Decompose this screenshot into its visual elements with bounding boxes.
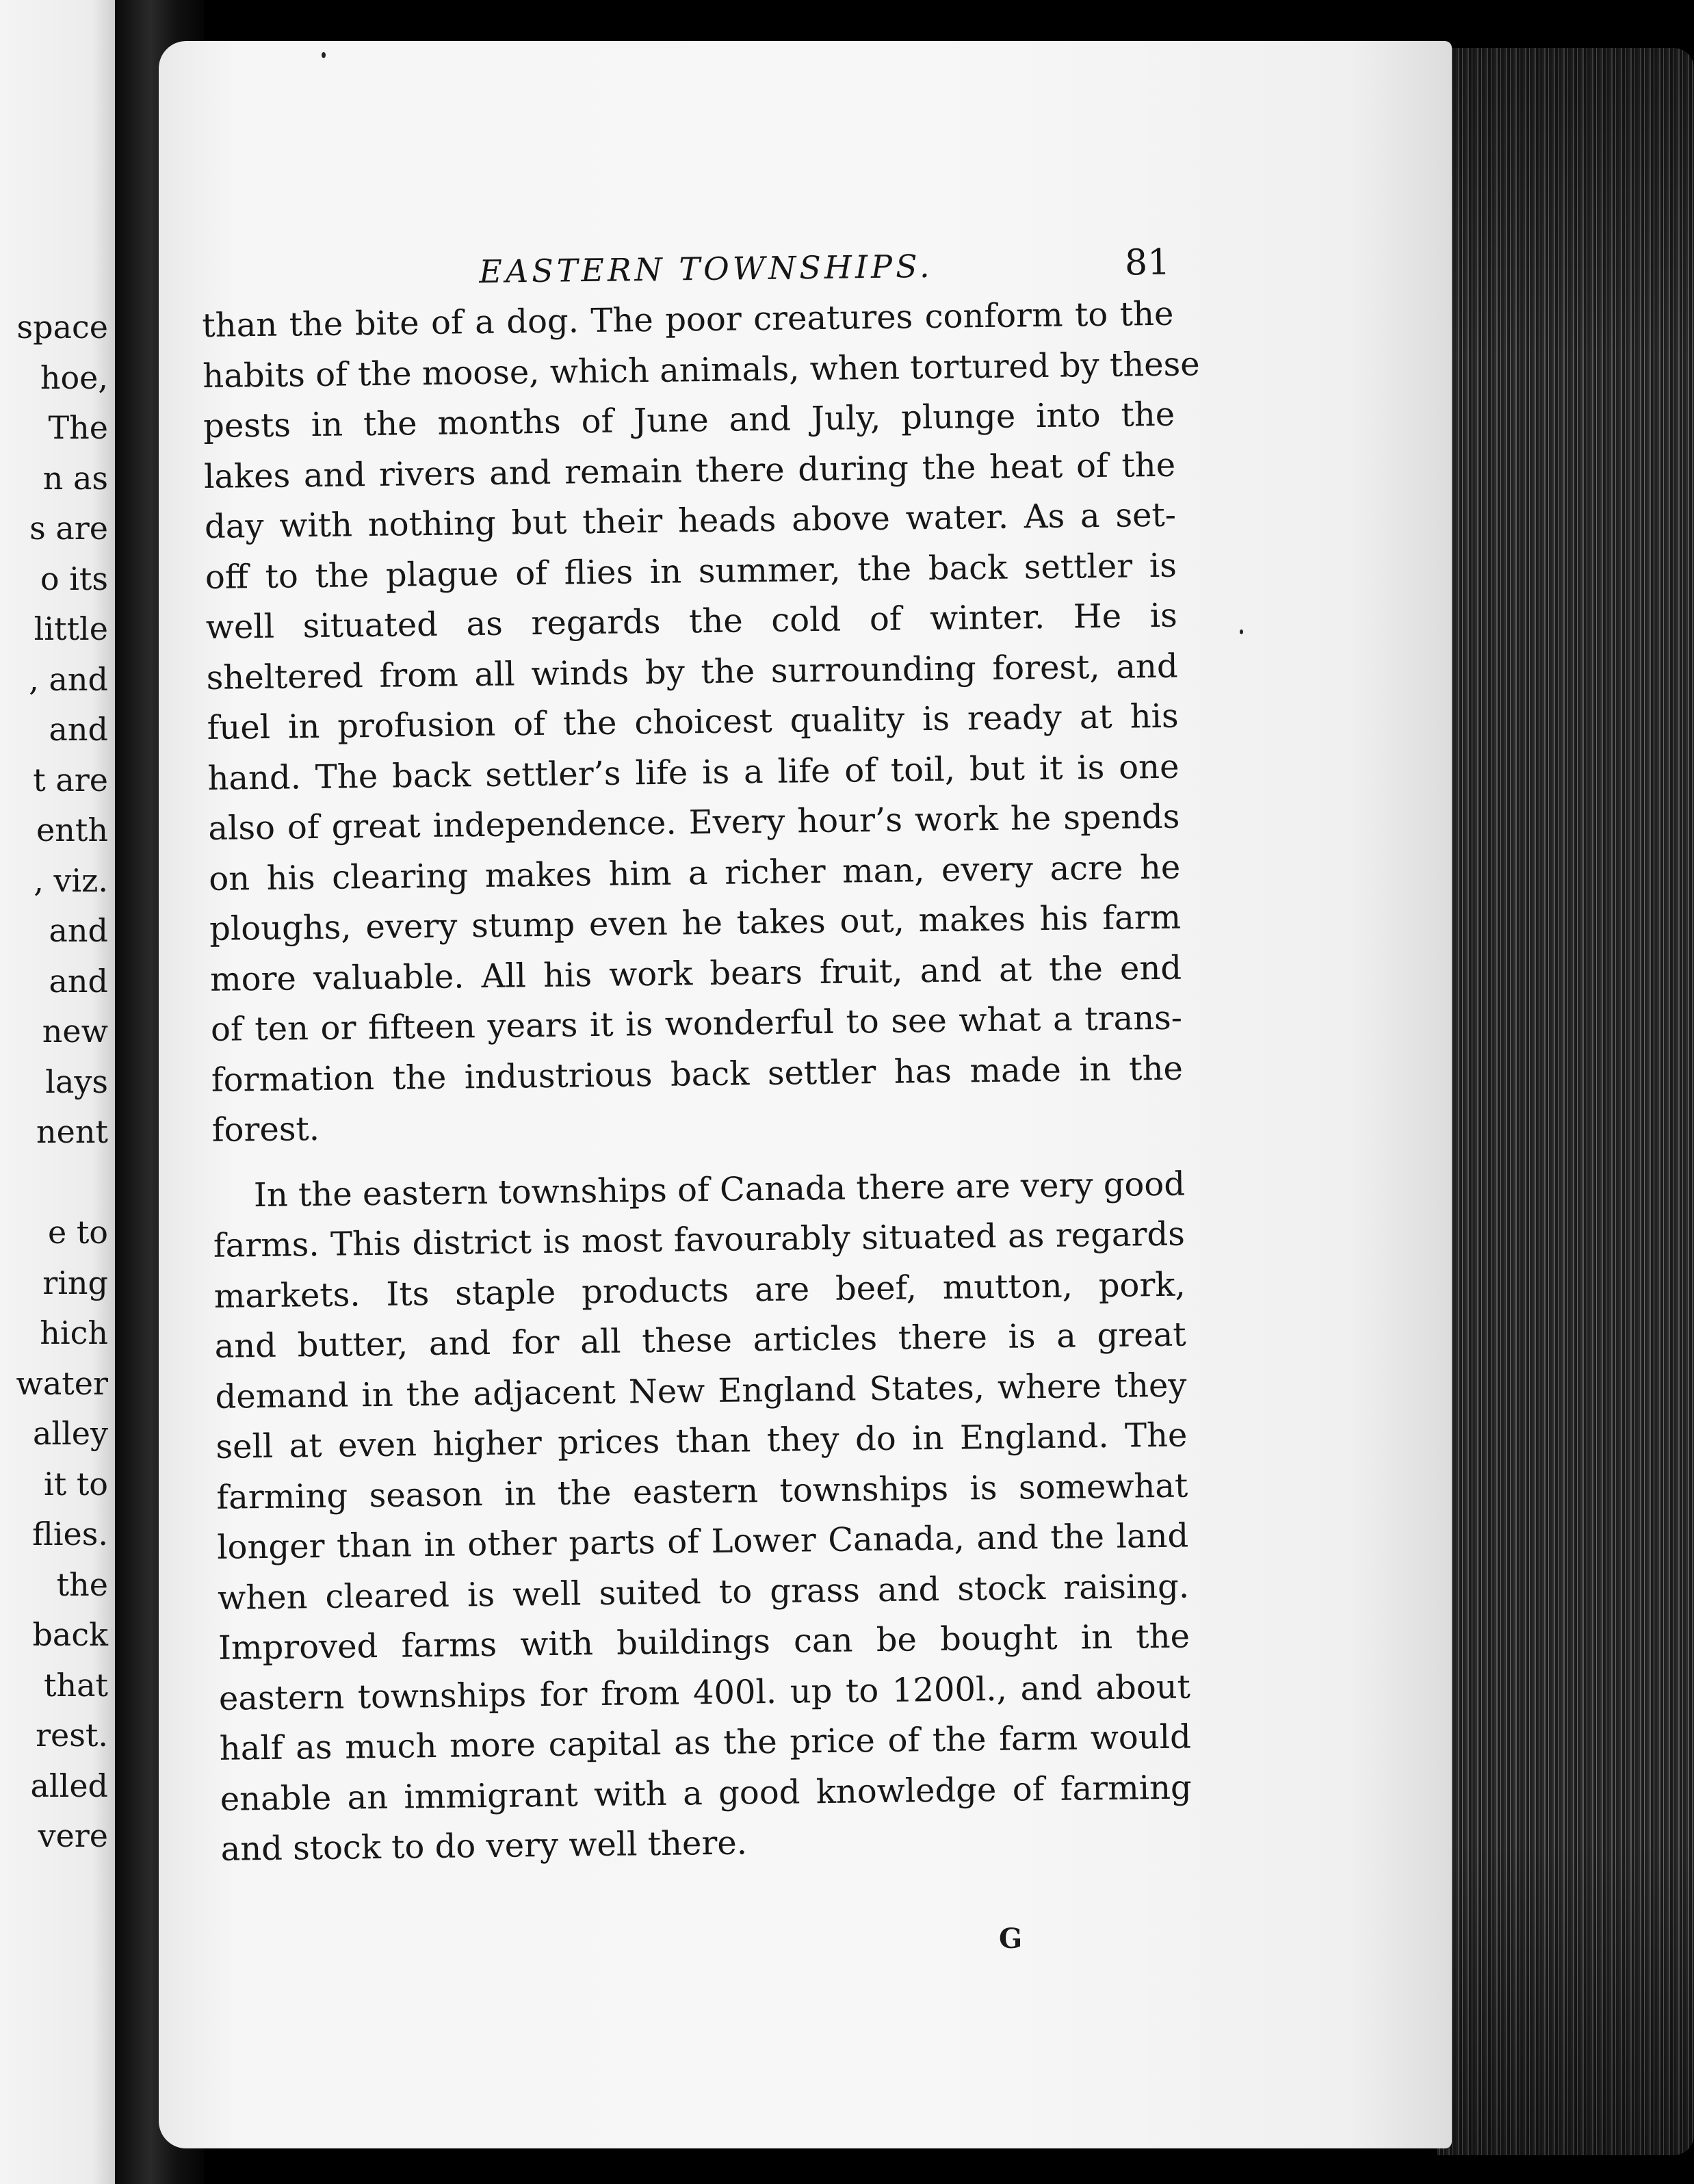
facing-page-line: and <box>49 912 108 949</box>
text-line: and butter, and for all these articles there is a great <box>214 1315 1186 1366</box>
text-line: more valuable. All his work bears fruit, and at the end <box>209 948 1182 999</box>
text-line: off to the plague of flies in summer, the back settler is <box>205 546 1177 597</box>
facing-page-line: hich <box>40 1314 108 1351</box>
facing-page-line: flies. <box>32 1516 108 1552</box>
facing-page-line: o its <box>40 560 108 597</box>
facing-page-line: and <box>49 962 108 1000</box>
facing-page-line: rest. <box>36 1717 108 1754</box>
facing-page-line: alley <box>32 1415 108 1452</box>
text-line: farming season in the eastern townships is somewhat <box>216 1466 1188 1517</box>
text-line: pests in the months of June and July, plunge into the <box>203 395 1175 445</box>
ink-speck <box>1240 629 1243 634</box>
facing-page-line: water <box>16 1364 108 1402</box>
signature-mark: G <box>999 1923 1023 1955</box>
text-line: lakes and rivers and remain there during the heat of the <box>203 445 1176 496</box>
body-text <box>202 289 1200 1875</box>
facing-page-line: n as <box>42 459 108 497</box>
paragraph <box>213 1159 1193 1875</box>
facing-page-line: back <box>32 1616 108 1653</box>
page-number: 81 <box>1124 242 1171 284</box>
text-line: eastern townships for from 400l. up to 1200l., and about <box>218 1667 1191 1718</box>
text-line: formation the industrious back settler has made in the <box>211 1049 1184 1100</box>
text-line: sheltered from all winds by the surrounding forest, and <box>206 647 1178 697</box>
text-line: farms. This district is most favourably situated as regards <box>213 1214 1186 1265</box>
text-line: than the bite of a dog. The poor creatures conform to the <box>202 294 1174 345</box>
text-line: markets. Its staple products are beef, mutton, pork, <box>213 1265 1186 1316</box>
facing-page-line: enth <box>36 811 108 848</box>
facing-page-line: the <box>56 1565 108 1603</box>
facing-page-line: space <box>16 309 108 346</box>
facing-page-line: s are <box>29 510 108 547</box>
text-line: demand in the adjacent New England States, where they <box>215 1366 1187 1416</box>
page-edges <box>1437 48 1694 2155</box>
facing-page-line: little <box>34 610 108 647</box>
text-line: habits of the moose, which animals, when tortured by these <box>202 344 1200 395</box>
facing-page-line: nent <box>36 1113 108 1150</box>
text-line: and stock to do very well there. <box>220 1823 748 1869</box>
facing-page-line: , viz. <box>34 861 108 899</box>
facing-page-line: e to <box>47 1214 108 1251</box>
facing-page-line: ring <box>42 1264 108 1301</box>
text-line: on his clearing makes him a richer man, every acre he <box>208 848 1181 898</box>
text-line: when cleared is well suited to grass and stock raising. <box>217 1567 1190 1617</box>
text-line: day with nothing but their heads above water. As a set- <box>204 495 1177 546</box>
text-line: of ten or fifteen years it is wonderful to see what a trans- <box>210 998 1183 1049</box>
facing-page-line: it to <box>44 1465 108 1503</box>
facing-page-line: and <box>49 711 108 748</box>
running-title: EASTERN TOWNSHIPS. <box>479 247 933 290</box>
facing-page-line: , and <box>29 660 108 698</box>
facing-page-line: t are <box>33 761 108 798</box>
text-line: fuel in profusion of the choicest quality is ready at his <box>207 697 1179 747</box>
ink-speck <box>322 52 326 58</box>
facing-page-line: alled <box>30 1767 108 1804</box>
text-line: longer than in other parts of Lower Canada, and the land <box>216 1516 1189 1567</box>
text-line: half as much more capital as the price of the farm would <box>219 1717 1192 1768</box>
facing-page-line: that <box>43 1666 108 1704</box>
text-line: hand. The back settler’s life is a life of toil, but it is one <box>207 747 1180 798</box>
facing-page-line: new <box>42 1013 108 1050</box>
text-line: forest. <box>211 1109 320 1149</box>
text-line: enable an immigrant with a good knowledge of farming <box>220 1767 1192 1819</box>
facing-page-line: vere <box>38 1817 108 1854</box>
text-line: well situated as regards the cold of winter. He is <box>205 596 1178 647</box>
text-line: In the eastern townships of Canada there are very good <box>253 1165 1186 1214</box>
paragraph <box>202 289 1200 1156</box>
facing-page-line: hoe, <box>40 359 108 396</box>
facing-page <box>0 0 115 2184</box>
text-line: ploughs, every stump even he takes out, makes his farm <box>209 898 1182 948</box>
text-line: Improved farms with buildings can be bought in the <box>218 1617 1190 1667</box>
facing-page-line: lays <box>45 1063 108 1100</box>
text-line: also of great independence. Every hour’s work he spends <box>208 797 1180 848</box>
text-line: sell at even higher prices than they do in England. The <box>216 1416 1188 1466</box>
facing-page-text <box>0 0 108 2184</box>
facing-page-line: The <box>48 409 108 446</box>
